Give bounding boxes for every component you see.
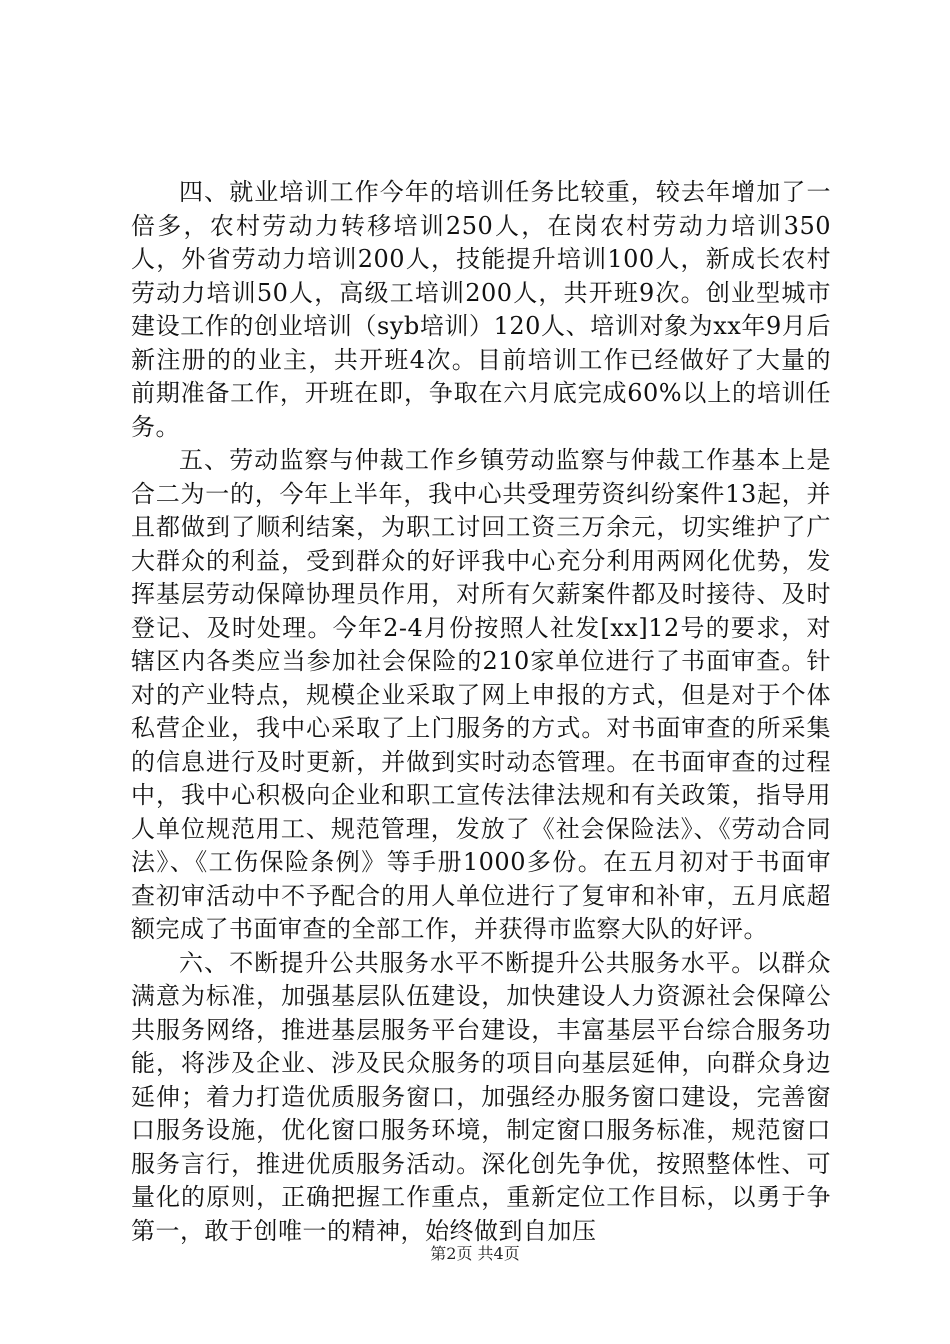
paragraph-employment-training: 四、就业培训工作今年的培训任务比较重，较去年增加了一倍多，农村劳动力转移培训250人，在岗农村劳动力培训350人，外省劳动力培训200人，技能提升培训100人，新成长农村劳动力培训50人，高级工培训200人，共开班9次。创业型城市建设工作的创业培训（syb培训）120人、培训对象为xx年9月后新注册的的业主，共开班4次。目前培训工作已经做好了大量的前期准备工作，开班在即，争取在六月底完成60%以上的培训任务。 bbox=[131, 178, 831, 441]
document-body bbox=[131, 176, 831, 1248]
page-footer: 第2页 共4页 bbox=[430, 1244, 520, 1263]
paragraph-public-service: 六、不断提升公共服务水平不断提升公共服务水平。以群众满意为标准，加强基层队伍建设，加快建设人力资源社会保障公共服务网络，推进基层服务平台建设，丰富基层平台综合服务功能，将涉及企业、涉及民众服务的项目向基层延伸，向群众身边延伸；着力打造优质服务窗口，加强经办服务窗口建设，完善窗口服务设施，优化窗口服务环境，制定窗口服务标准，规范窗口服务言行，推进优质服务活动。深化创先争优，按照整体性、可量化的原则，正确把握工作重点，重新定位工作目标，以勇于争第一，敢于创唯一的精神，始终做到自加压 bbox=[131, 948, 831, 1245]
paragraph-labor-supervision: 五、劳动监察与仲裁工作乡镇劳动监察与仲裁工作基本上是合二为一的，今年上半年，我中心共受理劳资纠纷案件13起，并且都做到了顺利结案，为职工讨回工资三万余元，切实维护了广大群众的利益，受到群众的好评我中心充分利用两网化优势，发挥基层劳动保障协理员作用，对所有欠薪案件都及时接待、及时登记、及时处理。今年2-4月份按照人社发[xx]12号的要求，对辖区内各类应当参加社会保险的210家单位进行了书面审查。针对的产业特点，规模企业采取了网上申报的方式，但是对于个体私营企业，我中心采取了上门服务的方式。对书面审查的所采集的信息进行及时更新，并做到实时动态管理。在书面审查的过程中，我中心积极向企业和职工宣传法律法规和有关政策，指导用人单位规范用工、规范管理，发放了《社会保险法》、《劳动合同法》、《工伤保险条例》等手册1000多份。在五月初对于书面审查初审活动中不予配合的用人单位进行了复审和补审，五月底超额完成了书面审查的全部工作，并获得市监察大队的好评。 bbox=[131, 446, 831, 943]
